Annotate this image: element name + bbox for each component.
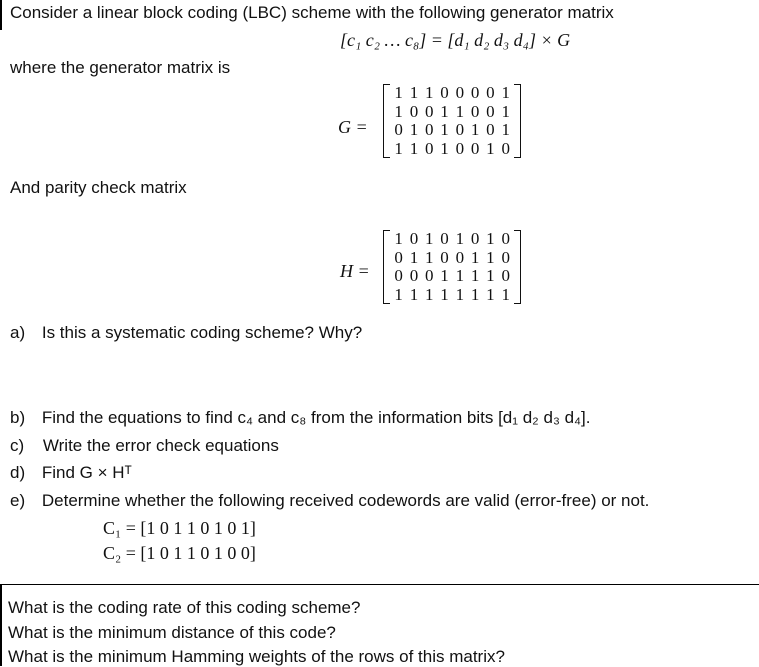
- matrix-cell: 0: [470, 229, 480, 248]
- extra-question-2: What is the minimum distance of this code?: [8, 623, 336, 642]
- matrix-cell: 0: [424, 101, 434, 121]
- matrix-cell: 0: [501, 247, 510, 267]
- question-marker: e): [10, 491, 26, 510]
- matrix-cell: 1: [470, 284, 480, 304]
- question-marker: c): [10, 436, 25, 455]
- matrix-cell: 1: [409, 138, 419, 158]
- question-e: [10, 491, 649, 511]
- matrix-cell: 1: [424, 83, 434, 102]
- page-border-left-top: [0, 0, 2, 30]
- parity-check-matrix: [391, 230, 513, 304]
- matrix-cell: 1: [409, 120, 419, 139]
- matrix-cell: 0: [424, 266, 434, 285]
- g-symbol: G =: [338, 117, 368, 137]
- matrix-row: [391, 103, 513, 122]
- matrix-cell: 1: [440, 284, 449, 304]
- question-text: Find G × Hᵀ: [41, 463, 132, 482]
- matrix-cell: 1: [394, 138, 403, 158]
- codeword-c1: C₁ = [1 0 1 1 0 1 0 1]: [103, 518, 256, 538]
- question-marker: a): [10, 323, 26, 342]
- matrix-cell: 1: [440, 101, 449, 121]
- matrix-cell: 1: [455, 284, 465, 304]
- codeword-equation: [c₁ c₂ … c₈] = [d₁ d₂ d₃ d₄] × G: [340, 30, 571, 50]
- matrix-cell: 0: [440, 83, 449, 102]
- matrix-cell: 0: [409, 101, 419, 121]
- matrix-cell: 0: [501, 138, 510, 158]
- question-d: [10, 463, 132, 483]
- matrix-cell: 1: [409, 284, 419, 304]
- matrix-cell: 1: [501, 101, 510, 121]
- matrix-cell: 0: [424, 138, 434, 158]
- matrix-cell: 1: [440, 138, 449, 158]
- question-text: Write the error check equations: [42, 436, 279, 455]
- matrix-cell: 0: [409, 266, 419, 285]
- matrix-row: [391, 230, 513, 249]
- question-text: Find the equations to find c₄ and c₈ from the information bits [d₁ d₂ d₃ d₄].: [41, 408, 591, 427]
- codeword-c2: C₂ = [1 0 1 1 0 1 0 0]: [103, 543, 256, 563]
- matrix-cell: 0: [440, 247, 449, 267]
- question-text: Determine whether the following received codewords are valid (error-free) or not.: [41, 491, 650, 510]
- matrix-left-bracket: [383, 84, 390, 158]
- matrix-row: [391, 267, 513, 286]
- matrix-cell: 1: [470, 120, 480, 139]
- matrix-cell: 1: [455, 266, 465, 285]
- matrix-cell: 1: [409, 247, 419, 267]
- matrix-cell: 1: [394, 284, 403, 304]
- matrix-cell: 1: [486, 266, 495, 285]
- generator-matrix: [391, 84, 513, 158]
- matrix-row: [391, 121, 513, 140]
- matrix-cell: 1: [394, 229, 403, 248]
- matrix-cell: 0: [486, 120, 495, 139]
- extra-question-1: What is the coding rate of this coding scheme?: [8, 598, 361, 617]
- matrix-right-bracket: [514, 84, 521, 158]
- parity-label: And parity check matrix: [10, 178, 187, 197]
- h-symbol: H =: [340, 261, 370, 281]
- matrix-cell: 0: [486, 83, 495, 102]
- question-marker: d): [10, 463, 26, 482]
- matrix-cell: 1: [486, 138, 495, 158]
- matrix-cell: 1: [501, 83, 510, 102]
- intro-text: Consider a linear block coding (LBC) scheme with the following generator matrix: [10, 3, 614, 22]
- generator-label: where the generator matrix is: [10, 58, 231, 77]
- question-text: Is this a systematic coding scheme? Why?: [41, 323, 363, 342]
- question-a: [10, 323, 362, 343]
- matrix-cell: 0: [501, 266, 510, 285]
- matrix-cell: 1: [424, 247, 434, 267]
- question-c: [10, 436, 279, 456]
- matrix-right-bracket: [514, 230, 521, 304]
- matrix-left-bracket: [383, 230, 390, 304]
- matrix-row: [391, 140, 513, 159]
- matrix-cell: 1: [440, 120, 449, 139]
- matrix-cell: 0: [455, 247, 465, 267]
- matrix-cell: 1: [455, 101, 465, 121]
- matrix-cell: 1: [470, 266, 480, 285]
- section-divider: [0, 584, 759, 585]
- page-border-left-bottom: [0, 584, 2, 666]
- matrix-cell: 0: [455, 138, 465, 158]
- matrix-cell: 0: [440, 229, 449, 248]
- matrix-cell: 0: [470, 83, 480, 102]
- matrix-cell: 1: [394, 83, 403, 102]
- matrix-cell: 1: [440, 266, 449, 285]
- matrix-row: [391, 286, 513, 305]
- matrix-cell: 0: [394, 120, 403, 139]
- matrix-row: [391, 84, 513, 103]
- matrix-cell: 0: [424, 120, 434, 139]
- matrix-cell: 1: [470, 247, 480, 267]
- matrix-cell: 0: [486, 101, 495, 121]
- matrix-cell: 0: [394, 266, 403, 285]
- question-marker: b): [10, 408, 26, 427]
- matrix-cell: 1: [455, 229, 465, 248]
- question-b: [10, 408, 590, 428]
- matrix-cell: 1: [501, 284, 510, 304]
- matrix-row: [391, 249, 513, 268]
- matrix-cell: 0: [455, 83, 465, 102]
- matrix-cell: 1: [501, 120, 510, 139]
- matrix-cell: 0: [470, 138, 480, 158]
- matrix-cell: 1: [409, 83, 419, 102]
- matrix-cell: 1: [486, 284, 495, 304]
- matrix-cell: 0: [455, 120, 465, 139]
- matrix-cell: 1: [486, 229, 495, 248]
- matrix-cell: 1: [424, 229, 434, 248]
- matrix-cell: 1: [394, 101, 403, 121]
- matrix-cell: 1: [486, 247, 495, 267]
- matrix-cell: 1: [424, 284, 434, 304]
- matrix-cell: 0: [409, 229, 419, 248]
- matrix-cell: 0: [470, 101, 480, 121]
- matrix-cell: 0: [501, 229, 510, 248]
- extra-question-3: What is the minimum Hamming weights of the rows of this matrix?: [8, 647, 505, 666]
- matrix-cell: 0: [394, 247, 403, 267]
